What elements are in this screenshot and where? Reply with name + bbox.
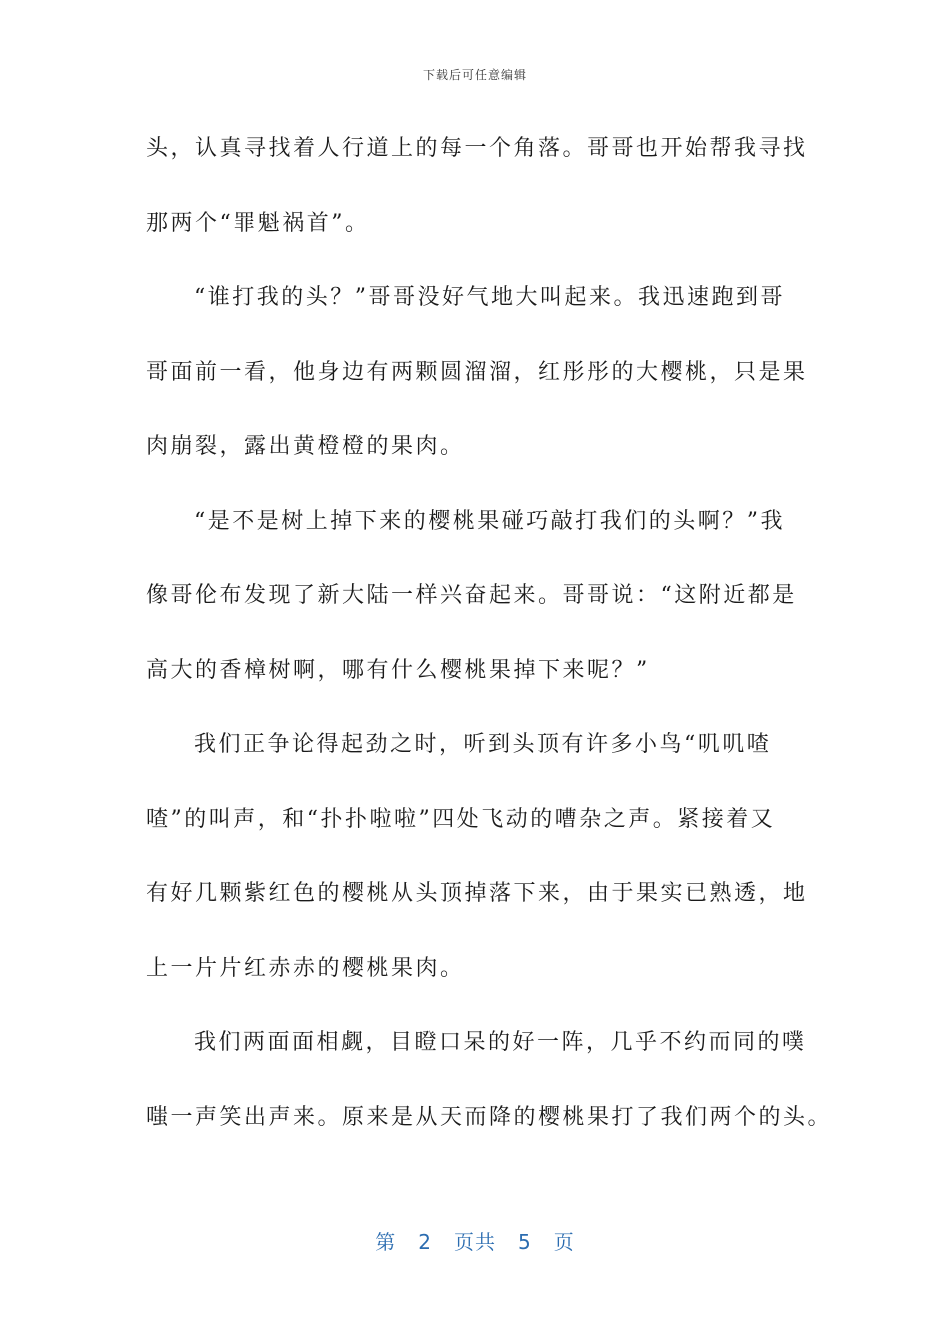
text-line: 我们两面面相觑，目瞪口呆的好一阵，几乎不约而同的噗 xyxy=(194,1030,807,1055)
text-line: 嗤一声笑出声来。原来是从天而降的樱桃果打了我们两个的头。 xyxy=(146,1104,833,1130)
current-page-number: 2 xyxy=(418,1230,432,1254)
text-line: 像哥伦布发现了新大陆一样兴奋起来。哥哥说：“这附近都是 xyxy=(146,583,797,608)
text-line: 高大的香樟树啊，哪有什么樱桃果掉下来呢？” xyxy=(146,657,650,683)
text-line: 我们正争论得起劲之时，听到头顶有许多小鸟“叽叽喳 xyxy=(194,732,772,757)
text-line: “谁打我的头？”哥哥没好气地大叫起来。我迅速跑到哥 xyxy=(194,285,785,310)
document-body xyxy=(146,112,833,1155)
page-footer xyxy=(0,1226,950,1255)
footer-middle: 页共 xyxy=(454,1230,496,1254)
page-header: 下载后可任意编辑 xyxy=(422,68,527,82)
text-line: 哥面前一看，他身边有两颗圆溜溜，红彤彤的大樱桃，只是果 xyxy=(146,359,808,385)
total-page-number: 5 xyxy=(518,1230,532,1254)
text-line: 上一片片红赤赤的樱桃果肉。 xyxy=(146,955,465,981)
text-line: 头，认真寻找着人行道上的每一个角落。哥哥也开始帮我寻找 xyxy=(146,136,808,161)
text-line: 肉崩裂，露出黄橙橙的果肉。 xyxy=(146,434,465,459)
text-line: 有好几颗紫红色的樱桃从头顶掉落下来，由于果实已熟透，地 xyxy=(146,881,808,906)
footer-prefix: 第 xyxy=(375,1230,397,1254)
footer-suffix: 页 xyxy=(553,1230,575,1254)
text-line: 那两个“罪魁祸首”。 xyxy=(146,210,370,236)
text-line: “是不是树上掉下来的樱桃果碰巧敲打我们的头啊？”我 xyxy=(194,508,785,534)
text-line: 喳”的叫声，和“扑扑啦啦”四处飞动的嘈杂之声。紧接着又 xyxy=(146,806,776,832)
